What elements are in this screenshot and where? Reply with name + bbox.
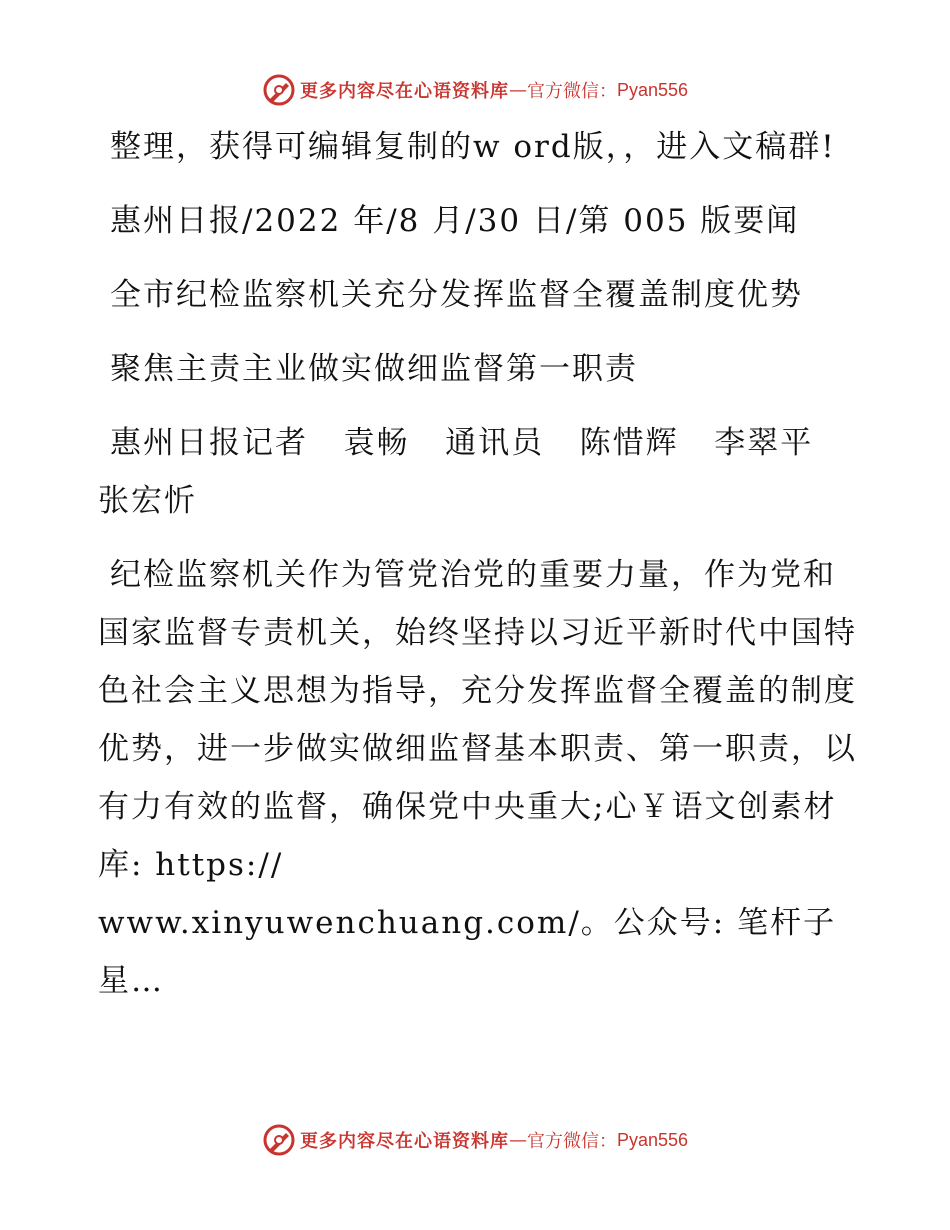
body-paragraph: 纪检监察机关作为管党治党的重要力量，作为党和国家监督专责机关，始终坚持以习近平新时代中国特色社会主义思想为指导，充分发挥监督全覆盖的制度优势，进一步做实做细监督基本职责、第一职责，以有力有效的监督，确保党中央重大;心￥语文创素材库: https:// (98, 557, 857, 883)
pen-circle-logo-icon (262, 1123, 296, 1157)
intro-paragraph: 整理，获得可编辑复制的w ord版，，进入文稿群! (110, 129, 836, 165)
watermark-separator: — (508, 79, 527, 101)
watermark-banner-bottom (0, 1120, 950, 1160)
pen-circle-logo-icon (262, 73, 296, 107)
watermark-brand: 更多内容尽在心语资料库 (299, 81, 509, 102)
headline-main: 全市纪检监察机关充分发挥监督全覆盖制度优势 (110, 277, 803, 313)
watermark-wechat-id: Pyan556 (616, 79, 689, 100)
document-body (98, 118, 858, 1010)
watermark-banner-top (0, 70, 950, 110)
link-paragraph: www.xinyuwenchuang.com/。公众号: 笔杆子星… (98, 905, 837, 999)
source-line: 惠州日报/2022 年/8 月/30 日/第 005 版要闻 (110, 203, 800, 239)
byline: 惠州日报记者 袁畅 通讯员 陈惜辉 李翠平 张宏忻 (98, 425, 849, 519)
watermark-wechat-label: 官方微信： (526, 1131, 617, 1152)
headline-sub: 聚焦主责主业做实做细监督第一职责 (110, 351, 638, 387)
watermark-separator: — (508, 1129, 527, 1151)
watermark-brand: 更多内容尽在心语资料库 (299, 1131, 509, 1152)
watermark-wechat-label: 官方微信： (526, 81, 617, 102)
watermark-wechat-id: Pyan556 (616, 1129, 689, 1150)
